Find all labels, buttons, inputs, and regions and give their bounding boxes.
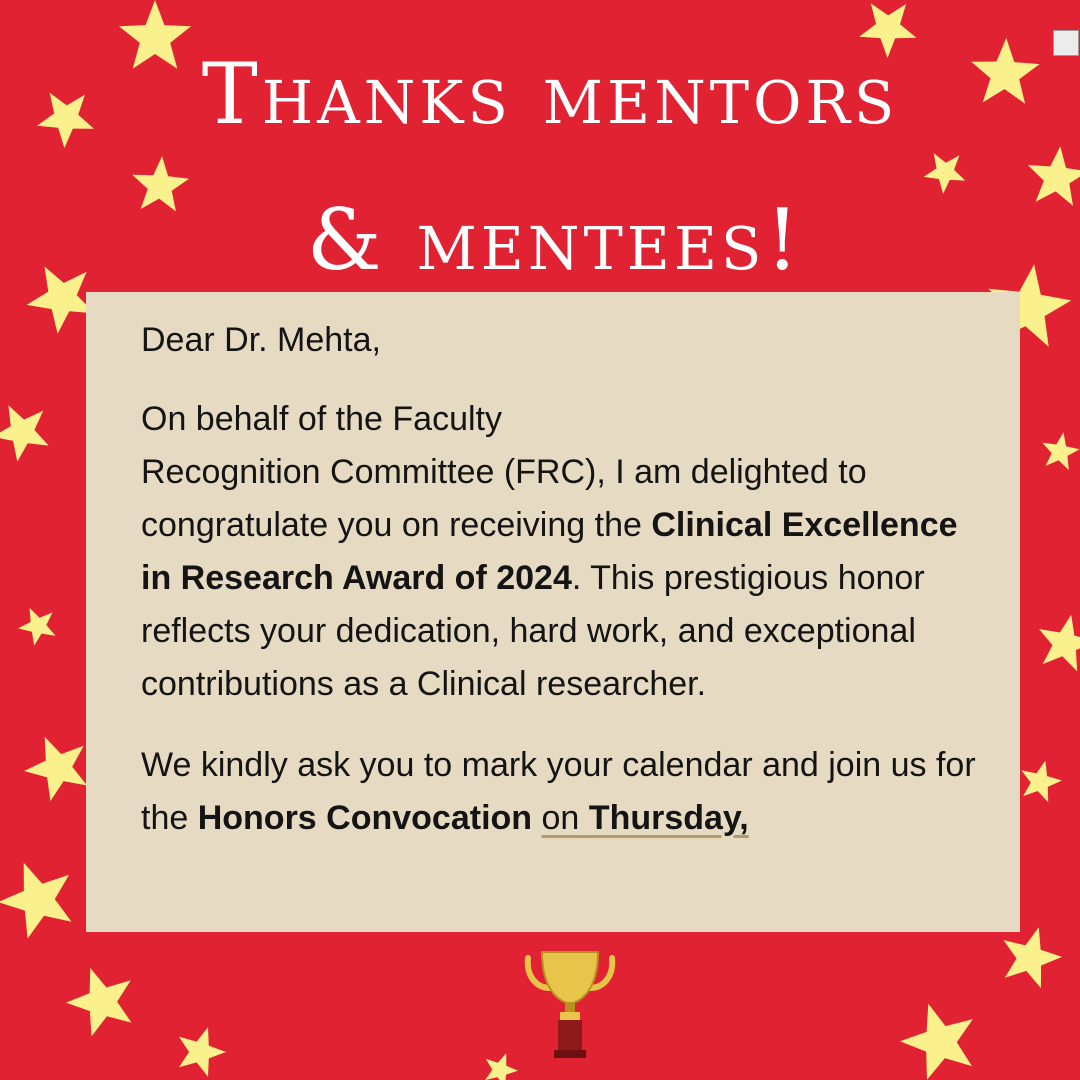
award-name: Clinical Excellence in Research Award of 2024 xyxy=(141,506,958,597)
trophy-icon xyxy=(520,944,620,1064)
star-icon xyxy=(485,1053,518,1080)
star-icon xyxy=(0,863,72,939)
title-line-2: & mentees! xyxy=(306,191,804,289)
letter-card xyxy=(86,292,1020,932)
star-icon xyxy=(24,737,87,801)
letter-paragraph-1 xyxy=(141,393,980,711)
avatar-icon xyxy=(1053,30,1079,56)
star-icon xyxy=(1039,615,1080,672)
p1-text-b: . This prestigious honor reflects your dedication, hard work, and exceptional contributions as a Clinical researcher. xyxy=(141,559,925,703)
star-icon xyxy=(179,1027,226,1076)
star-icon xyxy=(66,968,132,1036)
p1-line-1: On behalf of the Faculty xyxy=(141,400,502,438)
star-icon xyxy=(1042,432,1080,470)
p2-text-a: We kindly ask you to mark your calendar and join us for the xyxy=(141,746,976,837)
star-icon xyxy=(1028,146,1080,206)
event-day: Thursday, xyxy=(588,799,749,837)
p1-text-a: Recognition Committee (FRC), I am delighted to congratulate you on receiving the xyxy=(141,453,867,544)
event-day-link[interactable] xyxy=(542,799,749,837)
letter-paragraph-2 xyxy=(141,739,980,845)
star-icon xyxy=(924,153,966,194)
star-icon xyxy=(900,1004,973,1080)
title-line-1: Thanks mentors xyxy=(201,45,899,143)
star-icon xyxy=(0,405,49,461)
star-icon xyxy=(1021,761,1062,803)
p2-on: on xyxy=(541,799,580,837)
star-icon xyxy=(1004,927,1063,988)
letter-greeting: Dear Dr. Mehta, xyxy=(141,321,381,359)
star-icon xyxy=(18,608,55,646)
event-name: Honors Convocation xyxy=(197,799,533,837)
